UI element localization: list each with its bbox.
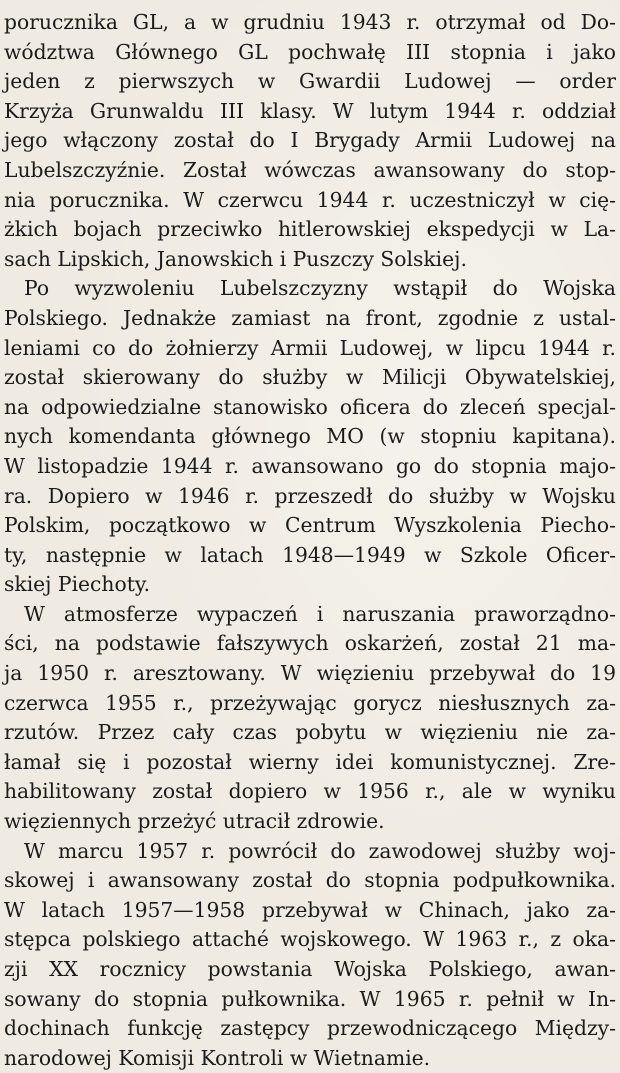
text-line: Polskiego. Jednakże zamiast na front, zgodnie z ustal- (4, 305, 616, 330)
text-line: habilitowany został dopiero w 1956 r., ale w wyniku (4, 779, 616, 804)
text-line: ja 1950 r. aresztowany. W więzieniu przebywał do 19 (4, 661, 616, 686)
text-line: sach Lipskich, Janowskich i Puszczy Solskiej. (4, 246, 467, 271)
text-line: dochinach funkcję zastępcy przewodniczącego Między- (4, 1016, 616, 1041)
text-line: został skierowany do służby w Milicji Obywatelskiej, (4, 365, 616, 390)
text-line: Lubelszczyźnie. Został wówczas awansowany do stop- (4, 157, 616, 182)
text-line: łamał się i pozostał wierny idei komunistycznej. Zre- (4, 749, 616, 774)
text-line: więziennych przeżyć utracił zdrowie. (4, 809, 385, 834)
text-line: nia porucznika. W czerwcu 1944 r. uczestniczył w cię- (4, 187, 616, 212)
text-line: W listopadzie 1944 r. awansowano go do stopnia majo- (4, 453, 616, 478)
text-line: W marcu 1957 r. powrócił do zawodowej służby woj- (24, 838, 616, 863)
text-line: stępca polskiego attaché wojskowego. W 1963 r., z oka- (4, 927, 616, 952)
text-line: ty, następnie w latach 1948—1949 w Szkole Oficer- (4, 542, 616, 567)
text-line: W atmosferze wypaczeń i naruszania praworządno- (24, 601, 616, 626)
text-line: ści, na podstawie fałszywych oskarżeń, został 21 ma- (4, 631, 616, 656)
body-text (4, 8, 616, 1073)
text-line: Polskim, początkowo w Centrum Wyszkolenia Piecho- (4, 513, 616, 538)
text-line: leniami co do żołnierzy Armii Ludowej, w lipcu 1944 r. (4, 335, 616, 360)
text-line: czerwca 1955 r., przeżywając gorycz niesłusznych za- (4, 690, 616, 715)
text-line: Krzyża Grunwaldu III klasy. W lutym 1944 r. oddział (4, 98, 616, 123)
text-line: zji XX rocznicy powstania Wojska Polskiego, awan- (4, 957, 616, 981)
text-line: Po wyzwoleniu Lubelszczyzny wstąpił do Wojska (24, 276, 616, 301)
text-line: wództwa Głównego GL pochwałę III stopnia i jako (4, 39, 616, 64)
text-line: nych komendanta głównego MO (w stopniu kapitana). (4, 424, 616, 449)
text-line: porucznika GL, a w grudniu 1943 r. otrzymał od Do- (4, 10, 616, 34)
text-line: W latach 1957—1958 przebywał w Chinach, jako za- (4, 897, 616, 922)
paragraph (4, 274, 616, 600)
text-line: skiej Piechoty. (4, 572, 151, 597)
text-line: narodowej Komisji Kontroli w Wietnamie. (4, 1045, 431, 1070)
text-line: na odpowiedzialne stanowisko oficera do zleceń specjal- (4, 394, 616, 419)
text-line: jeden z pierwszych w Gwardii Ludowej — order (4, 69, 616, 94)
paragraph (4, 837, 616, 1073)
text-line: żkich bojach przeciwko hitlerowskiej ekspedycji w La- (4, 217, 616, 242)
text-line: ra. Dopiero w 1946 r. przeszedł do służby w Wojsku (4, 483, 616, 508)
text-line: jego włączony został do I Brygady Armii Ludowej na (4, 128, 616, 153)
text-line: sowany do stopnia pułkownika. W 1965 r. pełnił w In- (4, 986, 616, 1011)
text-line: skowej i awansowany został do stopnia podpułkownika. (4, 868, 616, 893)
text-line: rzutów. Przez cały czas pobytu w więzieniu nie za- (4, 720, 616, 745)
paragraph (4, 8, 616, 274)
paragraph (4, 600, 616, 837)
